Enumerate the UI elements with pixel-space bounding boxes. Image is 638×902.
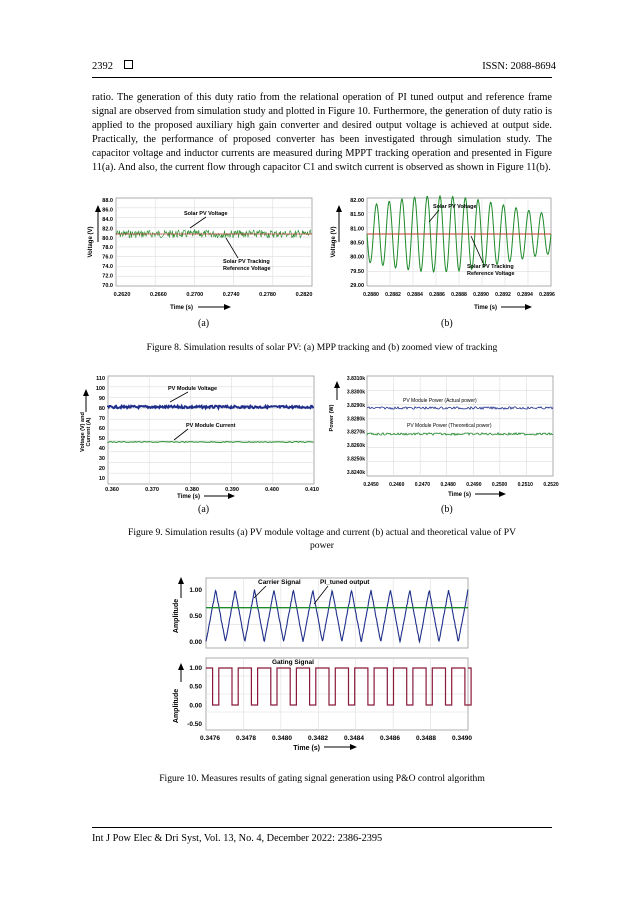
x-axis-label: Time (s) <box>448 492 471 498</box>
y-ticks-bottom <box>187 665 202 728</box>
body-paragraph: ratio. The generation of this duty ratio from the relational operation of PI tuned output and reference frame signal are observed from simulation study and plotted in Figure 10. Furthermore, the generation of duty ratio is applied to the proposed auxiliary high gain converter and desired output voltage is achieved at output side. Practically, the performance of proposed converter has been investigated through simulation study. The capacitor voltage and inductor currents are measured during MPPT tracking operation and presented in Figure 11(a). And also, the current flow through capacitor C1 and switch current is observed as shown in Figure 11(b). <box>92 92 552 173</box>
x-tick-label: 0.410 <box>305 487 319 493</box>
y-tick-label: 110 <box>96 376 105 382</box>
x-arrow-head-icon <box>499 491 506 497</box>
x-tick-label: 0.2470 <box>414 482 431 488</box>
y-tick-label: 76.0 <box>102 254 113 261</box>
y-tick-label: 74.0 <box>102 264 113 271</box>
y-tick-label: 80.0 <box>102 235 113 242</box>
y-tick-label: 70.0 <box>102 283 113 289</box>
x-axis-label: Time (s) <box>474 305 497 311</box>
y-ticks <box>102 198 113 289</box>
y-tick-label: 0.00 <box>189 702 202 710</box>
y-tick-label: 3.8260k <box>346 443 365 450</box>
figure-8b <box>325 190 565 314</box>
annotation-carrier: Carrier Signal <box>258 579 301 586</box>
footer-rule <box>92 827 552 828</box>
annotation-theoretical-power: PV Module Power (Theoretical power) <box>407 423 492 429</box>
figure-9-caption-line-1: Figure 9. Simulation results (a) PV module voltage and current (b) actual and theoretical value of PV <box>128 527 516 538</box>
x-tick-label: 0.2460 <box>389 482 405 488</box>
x-tick-label: 0.2890 <box>473 292 489 298</box>
x-axis-label: Time (s) <box>170 305 193 311</box>
y-tick-label: 0.00 <box>189 639 202 646</box>
figure-8a <box>78 190 328 314</box>
figure-9b <box>325 370 565 500</box>
page-number: 2392 <box>92 61 113 72</box>
y-tick-label: 78.0 <box>102 245 113 252</box>
annotation-arrow <box>190 217 206 228</box>
x-tick-label: 0.3482 <box>308 735 328 742</box>
y-tick-label: 3.8250k <box>346 456 365 463</box>
y-arrow-head-icon <box>336 205 342 212</box>
subfig-label-b: (b) <box>441 318 453 329</box>
y-tick-label: 0.50 <box>189 613 202 620</box>
y-tick-label: 81.50 <box>350 212 364 219</box>
y-tick-label: 30 <box>98 456 105 462</box>
y-tick-label: 88.0 <box>102 198 113 204</box>
y-ticks <box>350 198 364 289</box>
annotation-arrow <box>226 238 238 258</box>
y-tick-label: 3.8310k <box>346 376 365 382</box>
x-ticks <box>363 482 559 488</box>
y-arrow-head-icon <box>178 577 184 584</box>
y-tick-label: 80.00 <box>350 254 364 261</box>
y-arrow-head-icon <box>178 663 184 670</box>
x-tick-label: 0.2500 <box>491 482 508 488</box>
x-tick-label: 0.3476 <box>200 735 220 742</box>
y-ticks <box>347 376 365 476</box>
x-ticks <box>114 292 313 298</box>
x-arrow-head-icon <box>525 304 532 310</box>
x-tick-label: 0.2700 <box>186 292 204 298</box>
y-tick-label: 82.0 <box>102 226 113 233</box>
subfig-label-b: (b) <box>441 504 453 515</box>
y-arrow-head-icon <box>334 381 340 388</box>
x-tick-label: 0.2510 <box>517 482 533 488</box>
x-tick-label: 0.2894 <box>517 292 533 298</box>
x-tick-label: 0.2480 <box>440 482 456 488</box>
x-tick-label: 0.2520 <box>543 482 559 488</box>
x-tick-label: 0.3478 <box>236 735 256 742</box>
y-tick-label: 40 <box>98 446 105 452</box>
x-tick-label: 0.360 <box>105 487 119 493</box>
x-axis-label: Time (s) <box>293 745 320 752</box>
y-ticks-top <box>189 587 202 646</box>
x-ticks <box>105 487 319 493</box>
y-tick-label: 3.8290k <box>346 402 365 409</box>
grid <box>206 578 468 730</box>
y-tick-label: 50 <box>98 436 105 442</box>
x-tick-label: 0.2450 <box>363 482 379 488</box>
grid <box>108 376 314 484</box>
x-arrow-head-icon <box>228 493 235 499</box>
y-ticks <box>96 376 105 482</box>
y-tick-label: 10 <box>98 476 105 482</box>
y-axis-label-top: Amplitude <box>173 598 180 634</box>
annotation-pv-voltage: Solar PV Voltage <box>184 211 228 217</box>
x-tick-label: 0.2820 <box>295 292 313 298</box>
x-tick-label: 0.400 <box>265 487 279 493</box>
annotation-module-voltage: PV Module Voltage <box>168 386 218 392</box>
y-tick-label: 3.8300k <box>346 389 365 396</box>
y-tick-label: 100 <box>95 386 105 392</box>
annotation-arrow <box>170 392 188 402</box>
x-ticks <box>363 292 555 298</box>
x-tick-label: 0.2888 <box>451 292 467 298</box>
figure-8-caption: Figure 8. Simulation results of solar PV: (a) MPP tracking and (b) zoomed view of tracking <box>146 342 498 353</box>
annotation-pv-voltage: Solar PV Voltage <box>433 204 477 210</box>
annotation-arrow <box>174 429 188 440</box>
y-axis-label: Power (W) <box>329 404 335 432</box>
x-tick-label: 0.3488 <box>416 735 436 742</box>
x-tick-label: 0.2892 <box>495 292 511 298</box>
y-tick-label: 86.0 <box>102 207 113 214</box>
x-tick-label: 0.3480 <box>272 735 292 742</box>
annotation-tracking-2: Reference Voltage <box>467 271 515 277</box>
y-tick-label: 1.00 <box>189 665 202 672</box>
y-tick-label: 80.50 <box>350 240 364 247</box>
y-tick-label: 81.00 <box>350 226 364 233</box>
y-tick-label: 60 <box>98 426 105 432</box>
y-tick-label: 79.50 <box>350 268 364 275</box>
figure-9-caption-line-2: power <box>310 540 334 551</box>
footer-citation: Int J Pow Elec & Dri Syst, Vol. 13, No. 4, December 2022: 2386-2395 <box>92 833 383 844</box>
y-tick-label: 72.0 <box>102 273 113 280</box>
x-tick-label: 0.2884 <box>407 292 423 298</box>
figure-9a <box>78 370 328 500</box>
y-tick-label: 70 <box>98 416 105 422</box>
figure-9-caption <box>100 526 544 552</box>
x-tick-label: 0.3484 <box>344 735 364 742</box>
gating-signal-trace <box>206 668 471 705</box>
x-tick-label: 0.2882 <box>385 292 401 298</box>
x-tick-label: 0.2896 <box>539 292 555 298</box>
x-arrow-head-icon <box>350 744 357 750</box>
x-tick-label: 0.2620 <box>113 292 131 298</box>
x-tick-label: 0.3486 <box>380 735 400 742</box>
y-axis-label: Voltage (V) <box>88 226 94 258</box>
y-tick-label: 82.00 <box>350 198 364 204</box>
module-voltage-trace <box>108 406 314 408</box>
x-ticks <box>200 735 472 742</box>
y-axis-label-bottom: Amplitude <box>173 688 180 724</box>
y-arrow-head-icon <box>95 205 101 212</box>
y-arrow-head-icon <box>83 389 89 396</box>
x-tick-label: 0.2880 <box>363 292 379 298</box>
header-rule <box>92 77 552 78</box>
x-axis-label: Time (s) <box>177 494 200 500</box>
x-tick-label: 0.2740 <box>222 292 240 298</box>
y-tick-label: 80 <box>98 406 105 412</box>
y-tick-label: 90 <box>98 396 105 402</box>
x-tick-label: 0.390 <box>225 487 239 493</box>
annotation-module-current: PV Module Current <box>186 423 236 429</box>
square-glyph-icon <box>124 60 133 69</box>
y-axis-label: Voltage (V) <box>331 226 337 258</box>
y-tick-label: 84.0 <box>102 216 113 223</box>
annotation-tracking-1: Solar PV Tracking <box>223 259 270 265</box>
y-tick-label: 3.8240k <box>346 470 365 476</box>
grid <box>367 198 551 286</box>
annotation-arrow <box>254 586 266 598</box>
gating-signal-title: Gating Signal <box>272 659 314 666</box>
x-tick-label: 0.370 <box>145 487 159 493</box>
x-tick-label: 0.3490 <box>452 735 472 742</box>
y-axis-label-1: Voltage (V) and <box>80 412 86 452</box>
y-tick-label: 3.8280k <box>346 416 365 423</box>
y-tick-label: 29.00 <box>350 283 364 289</box>
subfig-label-a: (a) <box>198 504 210 515</box>
actual-power-trace <box>367 407 553 409</box>
y-tick-label: 3.8270k <box>346 429 365 436</box>
annotation-tracking-2: Reference Voltage <box>223 266 271 272</box>
annotation-pi-tuned: PI_tuned output <box>320 579 370 586</box>
x-tick-label: 0.2780 <box>259 292 277 298</box>
module-current-trace <box>108 442 314 443</box>
issn: ISSN: 2088-8694 <box>482 61 556 72</box>
figure-10-caption: Figure 10. Measures results of gating signal generation using P&O control algorithm <box>159 773 485 784</box>
annotation-tracking-1: Solar PV Tracking <box>467 264 514 270</box>
x-tick-label: 0.2660 <box>149 292 167 298</box>
carrier-signal-trace <box>206 590 468 642</box>
x-tick-label: 0.380 <box>185 487 199 493</box>
annotation-actual-power: PV Module Power (Actual power) <box>403 398 477 404</box>
x-arrow-head-icon <box>224 304 231 310</box>
y-tick-label: 20 <box>98 466 105 472</box>
y-tick-label: -0.50 <box>187 721 202 728</box>
y-tick-label: 0.50 <box>189 683 202 691</box>
x-tick-label: 0.2886 <box>429 292 445 298</box>
subfig-label-a: (a) <box>198 318 210 329</box>
figure-10 <box>168 572 478 752</box>
y-axis-label-2: Current (A) <box>86 417 92 447</box>
y-tick-label: 1.00 <box>189 587 202 594</box>
x-tick-label: 0.2490 <box>466 482 482 488</box>
